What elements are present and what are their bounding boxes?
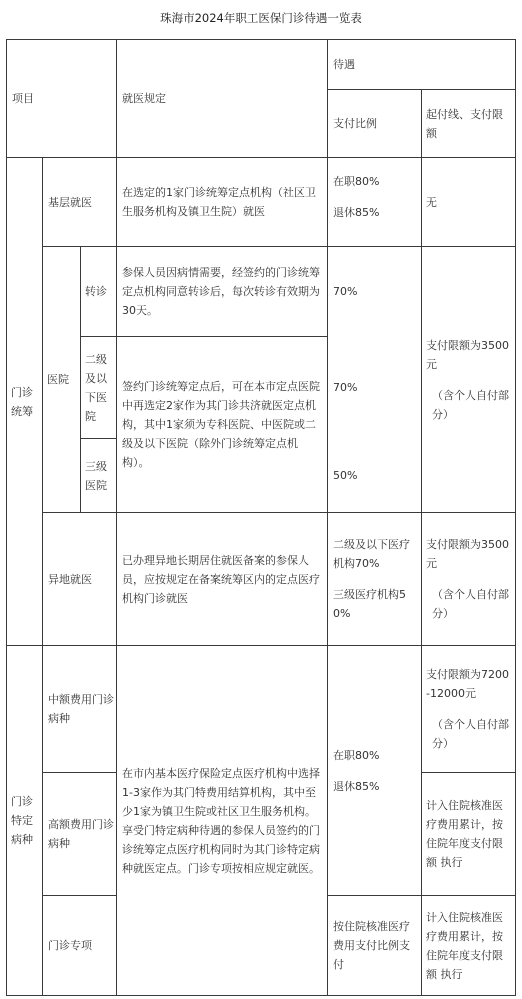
row-remote-limit: 支付限额为3500元 （含个人自付部分） (426, 538, 509, 620)
group-hospital: 医院 (47, 373, 69, 386)
row-outpatient-special-limit: 计入住院核准医疗费用累计，按住院年度支付限额 执行 (426, 910, 503, 981)
group-special: 门诊特定病种 (11, 795, 33, 846)
header-rules: 就医规定 (122, 92, 166, 105)
row-remote-ratio: 二级及以下医疗机构70% 三级医疗机构50% (333, 538, 410, 620)
header-benefits: 待遇 (333, 58, 355, 71)
row-outpatient-special-ratio: 按住院核准医疗费用支付比例支付 (333, 920, 410, 971)
header-threshold: 起付线、支付限额 (426, 107, 503, 140)
row-basic-ratio: 在职80% 退休85% (333, 175, 380, 219)
row-level2-ratio: 70% (333, 381, 358, 394)
row-outpatient-special-name: 门诊专项 (48, 939, 92, 952)
header-item: 项目 (12, 92, 34, 105)
hospital-rule: 签约门诊统筹定点后，可在本市定点医院中再选定2家作为其门诊共济就医定点机构，其中1家须为专科医院、中医院或二级及以下医院（除外门诊统筹定点机构）。 (122, 380, 320, 469)
row-mid-cost-limit: 支付限额为7200-12000元 （含个人自付部分） (426, 668, 509, 750)
row-mid-cost-name: 中额费用门诊病种 (48, 693, 114, 725)
row-referral-ratio: 70% (333, 285, 358, 298)
row-remote-name: 异地就医 (48, 572, 92, 586)
special-rule: 在市内基本医疗保险定点医疗机构中选择1-3家作为其门特费用结算机构，其中至少1家为镇卫生院或社区卫生服务机构。享受门特定病种待遇的参保人员签约的门诊统筹定点医疗机构同时为其门诊特定病种就医定点。门诊专项按相应规定就医。 (122, 766, 320, 875)
row-high-cost-name: 高额费用门诊病种 (48, 818, 114, 850)
row-referral-rule: 参保人员因病情需要，经签约的门诊统筹定点机构同意转诊后，每次转诊有效期为30天。 (122, 266, 320, 317)
group-coordination: 门诊统筹 (11, 385, 33, 418)
row-high-cost-limit: 计入住院核准医疗费用累计，按住院年度支付限额 执行 (426, 799, 503, 869)
row-remote-rule: 已办理异地长期居住就医备案的参保人员，应按规定在备案统筹区内的定点医疗机构门诊就医 (122, 553, 320, 605)
row-basic-limit: 无 (426, 195, 437, 209)
page-title: 珠海市2024年职工医保门诊待遇一览表 (160, 11, 362, 25)
header-ratio: 支付比例 (333, 117, 377, 130)
special-ratio: 在职80% 退休85% (333, 748, 380, 793)
row-referral-name: 转诊 (85, 285, 107, 298)
row-basic-rule: 在选定的1家门诊统筹定点机构（社区卫生服务机构及镇卫生院）就医 (122, 186, 316, 218)
row-basic-name: 基层就医 (48, 195, 92, 209)
row-level2-name: 二级及以下医院 (85, 352, 107, 423)
row-level3-ratio: 50% (333, 469, 358, 482)
row-level3-name: 三级医院 (85, 459, 107, 492)
hospital-limit: 支付限额为3500元 （含个人自付部分） (426, 338, 509, 421)
